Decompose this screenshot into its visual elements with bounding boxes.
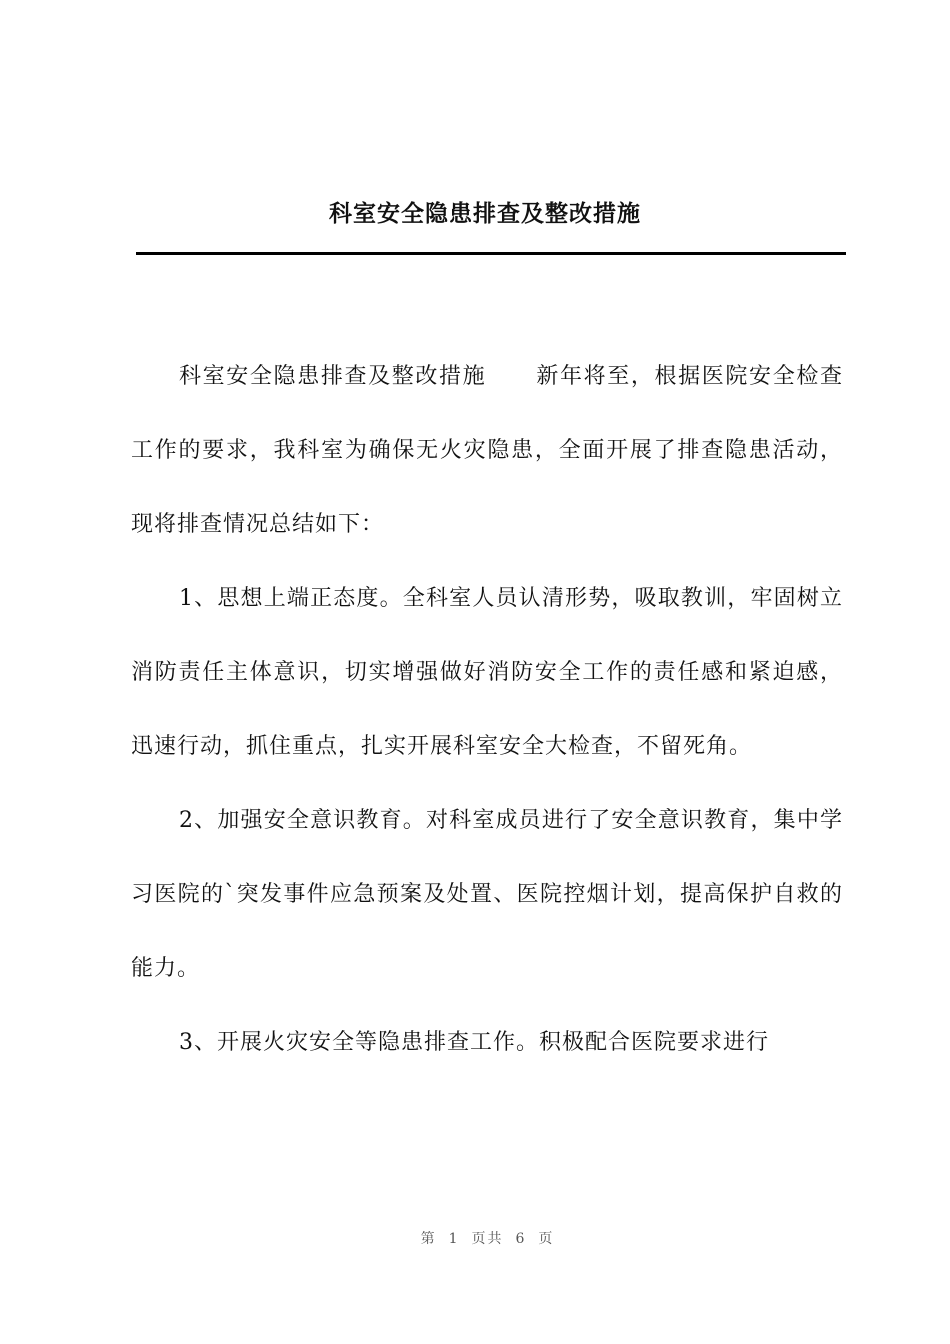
footer-page-number: 1 (448, 1231, 460, 1247)
intro-heading: 科室安全隐患排查及整改措施 (179, 364, 487, 389)
intro-body: 新年将至，根据医院安全检查工作的要求，我科室为确保无火灾隐患，全面开展了排查隐患活动，现将排查情况总结如下： (131, 364, 843, 537)
intro-paragraph (131, 340, 843, 562)
page-footer (0, 1228, 950, 1250)
paragraph-2: 2、加强安全意识教育。对科室成员进行了安全意识教育，集中学习医院的`突发事件应急预案及处置、医院控烟计划，提高保护自救的能力。 (131, 808, 843, 981)
document-title: 科室安全隐患排查及整改措施 (329, 201, 641, 227)
footer-total-pages: 6 (515, 1231, 527, 1247)
document-body (131, 340, 843, 1080)
title-divider (136, 252, 846, 255)
paragraph-1: 1、思想上端正态度。全科室人员认清形势，吸取教训，牢固树立消防责任主体意识，切实增强做好消防安全工作的责任感和紧迫感，迅速行动，抓住重点，扎实开展科室安全大检查，不留死角。 (131, 586, 843, 759)
paragraph-3: 3、开展火灾安全等隐患排查工作。积极配合医院要求进行 (179, 1030, 769, 1055)
footer-page-suffix: 页 (538, 1231, 555, 1247)
footer-page-label: 第 (420, 1231, 437, 1247)
footer-total-label: 页共 (471, 1231, 504, 1247)
